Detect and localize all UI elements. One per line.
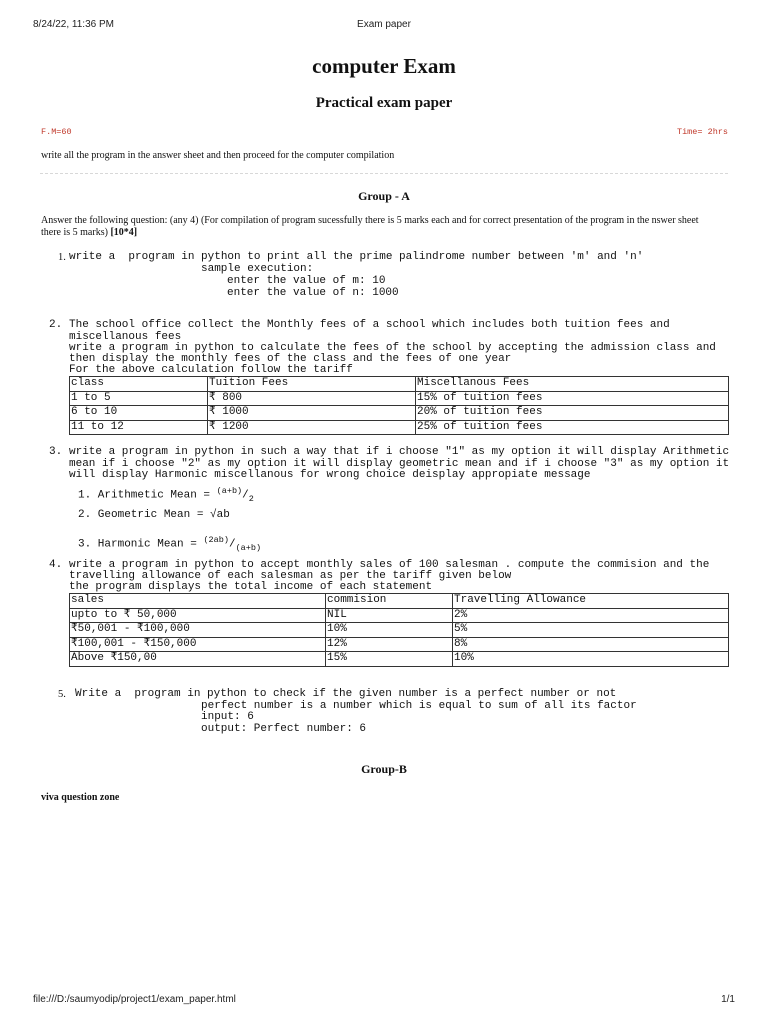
q1-line: write a program in python to print all the prime palindrome number between 'm' and 'n'	[69, 251, 644, 263]
table-row	[70, 637, 729, 652]
table-cell: 15%	[326, 652, 453, 667]
q2-line: write a program in python to calculate the fees of the school by accepting the admission class and	[69, 342, 716, 354]
formula-denominator: (a+b)	[235, 542, 262, 553]
table-cell: 10%	[453, 652, 729, 667]
q3-line: write a program in python in such a way that if i choose "1" as my option it will display Arithmetic	[69, 446, 730, 458]
page-subtitle: Practical exam paper	[315, 95, 453, 111]
q3-line: mean if i choose "2" as my option it will display geometric mean and if i choose "3" as my option it	[69, 458, 730, 470]
table-row	[70, 420, 729, 435]
q1-line: enter the value of n: 1000	[227, 287, 399, 299]
q2-number: 2.	[49, 319, 63, 331]
table-cell: Above ₹150,00	[70, 652, 326, 667]
q4-line: write a program in python to accept monthly sales of 100 salesman . compute the commision and the	[69, 559, 710, 571]
table-cell: NIL	[326, 608, 453, 623]
formula-label: 1. Arithmetic Mean =	[78, 489, 211, 502]
geometric-mean-formula: 2. Geometric Mean = √ab	[78, 509, 230, 521]
q5-line: perfect number is a number which is equal to sum of all its factor	[201, 700, 637, 712]
q2-line: miscellanous fees	[69, 331, 182, 343]
formula-slash: /	[242, 489, 249, 502]
table-cell: ₹ 1200	[208, 420, 416, 435]
table-cell: 11 to 12	[70, 420, 208, 435]
table-header-row	[70, 377, 729, 392]
q4-line: the program displays the total income of each statement	[69, 581, 433, 593]
table-row	[70, 406, 729, 421]
table-cell: 5%	[453, 623, 729, 638]
table-header-cell: commision	[326, 594, 453, 609]
print-file-path: file:///D:/saumyodip/project1/exam_paper.html	[33, 994, 236, 1005]
table-cell: 15% of tuition fees	[416, 391, 729, 406]
formula-numerator: (2ab)	[203, 535, 229, 545]
table-header-row	[70, 594, 729, 609]
table-header-cell: Miscellanous Fees	[416, 377, 729, 392]
table-cell: upto to ₹ 50,000	[70, 608, 326, 623]
q2-line: then display the monthly fees of the class and the fees of one year	[69, 353, 512, 365]
q1-line: enter the value of m: 10	[227, 275, 386, 287]
full-marks: F.M=60	[41, 127, 72, 137]
fees-table	[69, 376, 729, 435]
group-a-intro	[41, 215, 721, 239]
print-datetime: 8/24/22, 11:36 PM	[33, 19, 114, 30]
table-cell: 2%	[453, 608, 729, 623]
formula-numerator: (a+b)	[216, 486, 243, 496]
table-cell: 6 to 10	[70, 406, 208, 421]
q3-number: 3.	[49, 446, 63, 458]
table-cell: ₹ 800	[208, 391, 416, 406]
q1-number: 1.	[58, 252, 66, 263]
page-title: computer Exam	[312, 54, 456, 78]
table-cell: ₹50,001 - ₹100,000	[70, 623, 326, 638]
table-cell: 25% of tuition fees	[416, 420, 729, 435]
divider	[40, 173, 728, 174]
table-cell: 10%	[326, 623, 453, 638]
q2-line: The school office collect the Monthly fees of a school which includes both tuition fees and	[69, 319, 670, 331]
q2-line: For the above calculation follow the tariff	[69, 364, 353, 376]
q5-line: Write a program in python to check if the given number is a perfect number or not	[75, 688, 617, 700]
group-a-heading: Group - A	[358, 189, 410, 203]
q5-line: input: 6	[201, 711, 254, 723]
q1-line: sample execution:	[201, 263, 314, 275]
table-cell: 12%	[326, 637, 453, 652]
table-row	[70, 623, 729, 638]
q4-line: travelling allowance of each salesman as per the tariff given below	[69, 570, 512, 582]
table-cell: ₹100,001 - ₹150,000	[70, 637, 326, 652]
group-a-intro-text: Answer the following question: (any 4) (For compilation of program sucessfully there is 5 marks each and for correct presentation of the program in the nswer sheet there is 5 marks)	[41, 215, 699, 238]
table-header-cell: sales	[70, 594, 326, 609]
exam-time: Time= 2hrs	[676, 127, 728, 137]
print-doc-title: Exam paper	[357, 19, 411, 30]
group-b-heading: Group-B	[361, 762, 407, 776]
sales-table	[69, 593, 729, 667]
arithmetic-mean-formula	[78, 486, 254, 506]
q5-line: output: Perfect number: 6	[201, 723, 367, 735]
q3-line: will display Harmonic miscellanous for wrong choice deisplay appropiate message	[69, 469, 591, 481]
table-header-cell: Tuition Fees	[208, 377, 416, 392]
table-cell: 1 to 5	[70, 391, 208, 406]
group-a-marks: [10*4]	[110, 227, 138, 238]
formula-slash: /	[228, 538, 236, 551]
table-row	[70, 608, 729, 623]
formula-label: 3. Harmonic Mean =	[78, 538, 197, 551]
q5-number: 5.	[58, 689, 66, 700]
harmonic-mean-formula	[78, 535, 261, 555]
print-page-number: 1/1	[721, 994, 735, 1005]
formula-denominator: 2	[248, 493, 254, 504]
viva-question-zone: viva question zone	[41, 792, 120, 803]
table-row	[70, 391, 729, 406]
table-cell: 20% of tuition fees	[416, 406, 729, 421]
table-header-cell: Travelling Allowance	[453, 594, 729, 609]
table-header-cell: class	[70, 377, 208, 392]
table-cell: 8%	[453, 637, 729, 652]
instruction-text: write all the program in the answer sheet and then proceed for the computer compilation	[41, 150, 395, 161]
table-row	[70, 652, 729, 667]
q4-number: 4.	[49, 559, 63, 571]
table-cell: ₹ 1000	[208, 406, 416, 421]
